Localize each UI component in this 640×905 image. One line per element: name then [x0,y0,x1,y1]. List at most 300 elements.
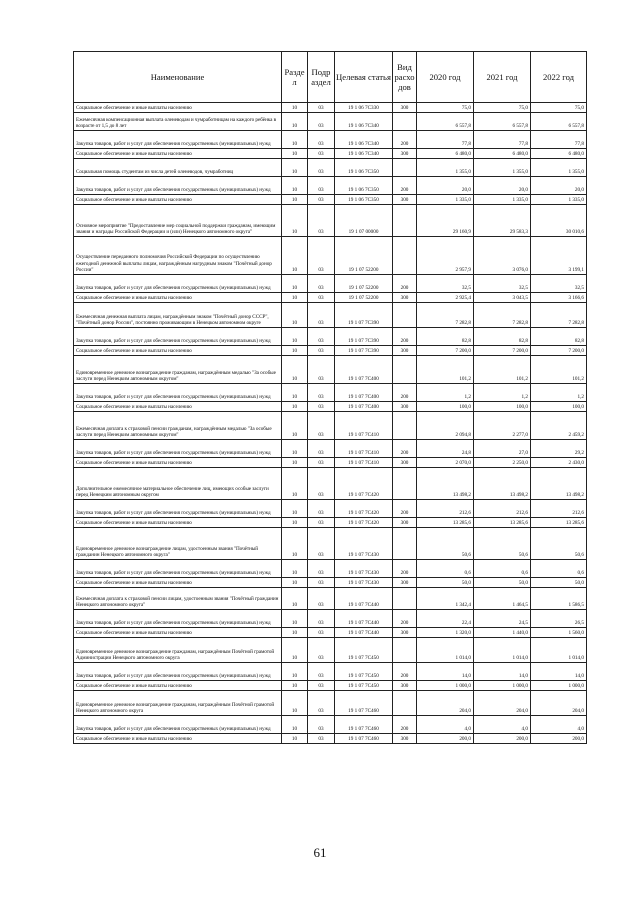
cell-2021: 82,8 [474,328,531,346]
cell-subsection: 03 [308,149,335,159]
cell-name: Социальное обеспечение и иные выплаты населению [74,734,282,744]
cell-2022: 20,0 [531,177,587,195]
cell-2020: 200,0 [417,734,474,744]
cell-expense-type: 200 [393,663,417,681]
cell-2021: 6 480,0 [474,149,531,159]
cell-section: 10 [282,588,308,610]
cell-name: Социальное обеспечение и иные выплаты населению [74,103,282,113]
cell-subsection: 03 [308,588,335,610]
cell-target: 19 1 07 7С390 [335,346,393,356]
cell-subsection: 03 [308,691,335,716]
cell-name: Социальное обеспечение и иные выплаты населению [74,458,282,468]
table-body [74,103,587,744]
cell-target: 19 1 06 7С340 [335,113,393,131]
cell-2022: 100,0 [531,402,587,412]
cell-target: 19 1 07 7С460 [335,691,393,716]
cell-target: 19 1 06 7С330 [335,103,393,113]
table-row [74,458,587,468]
cell-subsection: 03 [308,113,335,131]
cell-2020: 13 498,2 [417,468,474,500]
cell-target: 19 1 07 7С400 [335,402,393,412]
cell-expense-type: 300 [393,195,417,205]
cell-section: 10 [282,177,308,195]
cell-section: 10 [282,402,308,412]
cell-subsection: 03 [308,412,335,440]
cell-2020: 101,2 [417,356,474,384]
cell-2020: 6 557,8 [417,113,474,131]
cell-expense-type [393,638,417,663]
cell-2021: 13 498,2 [474,468,531,500]
cell-target: 19 1 07 7С440 [335,628,393,638]
cell-subsection: 03 [308,303,335,328]
cell-2021: 7 282,8 [474,303,531,328]
cell-target: 19 1 07 7С400 [335,356,393,384]
table-row [74,205,587,237]
cell-expense-type: 300 [393,402,417,412]
cell-expense-type: 200 [393,716,417,734]
cell-expense-type: 300 [393,293,417,303]
table-row [74,149,587,159]
cell-subsection: 03 [308,663,335,681]
cell-expense-type: 200 [393,560,417,578]
cell-name: Закупка товаров, работ и услуг для обеспечения государственных (муниципальных) нужд [74,560,282,578]
cell-2022: 1 586,5 [531,588,587,610]
cell-2022: 4,0 [531,716,587,734]
table-row [74,440,587,458]
cell-2020: 1 000,0 [417,681,474,691]
cell-2022: 6 480,0 [531,149,587,159]
cell-2022: 50,0 [531,578,587,588]
cell-target: 19 1 07 7С440 [335,610,393,628]
header-2020: 2020 год [417,52,474,103]
cell-expense-type [393,303,417,328]
cell-name: Социальное обеспечение и иные выплаты населению [74,518,282,528]
cell-section: 10 [282,412,308,440]
cell-2021: 29 583,3 [474,205,531,237]
cell-name: Ежемесячная денежная выплата лицам, награждённым знаком "Почётный донор СССР", "Почётный донор России", постоянно проживающим в Ненецком автономном округе [74,303,282,328]
cell-target: 19 1 07 7С420 [335,518,393,528]
table-row [74,293,587,303]
cell-2021: 32,5 [474,275,531,293]
header-target: Целевая статья [335,52,393,103]
cell-expense-type: 300 [393,578,417,588]
cell-2020: 7 200,0 [417,346,474,356]
cell-2020: 1,2 [417,384,474,402]
cell-2020: 2 925,4 [417,293,474,303]
cell-target: 19 1 07 52200 [335,275,393,293]
cell-subsection: 03 [308,468,335,500]
cell-2022: 3 199,1 [531,237,587,275]
table-row [74,610,587,628]
cell-2020: 77,8 [417,131,474,149]
table-row [74,177,587,195]
cell-2021: 1 000,0 [474,681,531,691]
cell-2021: 24,5 [474,610,531,628]
cell-target: 19 1 07 52200 [335,293,393,303]
table-row [74,691,587,716]
table-row [74,103,587,113]
cell-target: 19 1 06 7С350 [335,177,393,195]
cell-2020: 13 285,6 [417,518,474,528]
cell-section: 10 [282,691,308,716]
cell-2021: 1 355,0 [474,159,531,177]
cell-2022: 204,0 [531,691,587,716]
cell-subsection: 03 [308,328,335,346]
cell-2021: 50,0 [474,578,531,588]
header-2022: 2022 год [531,52,587,103]
cell-expense-type: 200 [393,131,417,149]
cell-section: 10 [282,237,308,275]
cell-2022: 0,6 [531,560,587,578]
cell-subsection: 03 [308,346,335,356]
cell-target: 19 1 06 7С340 [335,149,393,159]
cell-subsection: 03 [308,402,335,412]
cell-section: 10 [282,528,308,560]
cell-target: 19 1 07 7С390 [335,303,393,328]
cell-subsection: 03 [308,716,335,734]
cell-2022: 29,2 [531,440,587,458]
cell-subsection: 03 [308,159,335,177]
cell-2020: 1 355,0 [417,159,474,177]
cell-subsection: 03 [308,734,335,744]
cell-target: 19 1 07 7С420 [335,500,393,518]
cell-2020: 2 094,8 [417,412,474,440]
cell-expense-type: 200 [393,610,417,628]
cell-2020: 50,0 [417,578,474,588]
cell-section: 10 [282,458,308,468]
cell-target: 19 1 07 7С450 [335,663,393,681]
cell-name: Закупка товаров, работ и услуг для обеспечения государственных (муниципальных) нужд [74,440,282,458]
cell-name: Закупка товаров, работ и услуг для обеспечения государственных (муниципальных) нужд [74,500,282,518]
cell-2020: 1 342,4 [417,588,474,610]
cell-2021: 6 557,8 [474,113,531,131]
cell-2020: 22,4 [417,610,474,628]
cell-expense-type: 300 [393,149,417,159]
cell-2022: 13 498,2 [531,468,587,500]
table-row [74,303,587,328]
cell-2020: 20,0 [417,177,474,195]
table-row [74,528,587,560]
table-row [74,518,587,528]
table-row [74,328,587,346]
cell-subsection: 03 [308,195,335,205]
cell-2020: 29 160,9 [417,205,474,237]
table-row [74,412,587,440]
cell-subsection: 03 [308,103,335,113]
table-row [74,628,587,638]
cell-2022: 13 285,6 [531,518,587,528]
header-expense-type: Вид расхо дов [393,52,417,103]
cell-2020: 4,0 [417,716,474,734]
table-row [74,113,587,131]
cell-subsection: 03 [308,638,335,663]
cell-2022: 82,8 [531,328,587,346]
cell-2022: 7 200,0 [531,346,587,356]
table-row [74,716,587,734]
cell-section: 10 [282,103,308,113]
cell-2021: 200,0 [474,734,531,744]
cell-2020: 24,8 [417,440,474,458]
cell-2020: 2 070,0 [417,458,474,468]
cell-2022: 7 282,8 [531,303,587,328]
cell-2022: 2 459,2 [531,412,587,440]
cell-name: Социальное обеспечение и иные выплаты населению [74,149,282,159]
cell-2021: 2 277,0 [474,412,531,440]
cell-section: 10 [282,195,308,205]
cell-name: Социальное обеспечение и иные выплаты населению [74,346,282,356]
cell-target: 19 1 07 7С420 [335,468,393,500]
table-row [74,663,587,681]
cell-2021: 4,0 [474,716,531,734]
cell-name: Закупка товаров, работ и услуг для обеспечения государственных (муниципальных) нужд [74,716,282,734]
cell-name: Единовременное денежное вознаграждение гражданам, награждённым Почётной грамотой Администрации Ненецкого автономного округа [74,638,282,663]
cell-name: Социальное обеспечение и иные выплаты населению [74,628,282,638]
cell-section: 10 [282,149,308,159]
header-section: Разде л [282,52,308,103]
cell-name: Социальное обеспечение и иные выплаты населению [74,402,282,412]
header-2021: 2021 год [474,52,531,103]
cell-2020: 100,0 [417,402,474,412]
cell-subsection: 03 [308,293,335,303]
cell-target: 19 1 07 7С440 [335,588,393,610]
cell-expense-type [393,113,417,131]
cell-2021: 3 076,0 [474,237,531,275]
cell-2021: 1 014,0 [474,638,531,663]
table-row [74,237,587,275]
cell-2021: 27,0 [474,440,531,458]
cell-expense-type [393,528,417,560]
cell-name: Ежемесячная компенсационная выплата оленеводам и чумработницам на каждого ребёнка в возрасте от 1,5 до 8 лет [74,113,282,131]
cell-2022: 75,0 [531,103,587,113]
cell-target: 19 1 07 7С450 [335,638,393,663]
cell-2021: 77,8 [474,131,531,149]
cell-name: Осуществление переданного полномочия Российской Федерации по осуществлению ежегодной денежной выплаты лицам, награждённым нагрудным знаком "Почётный донор России" [74,237,282,275]
cell-section: 10 [282,716,308,734]
cell-target: 19 1 07 7С460 [335,734,393,744]
cell-2020: 2 957,9 [417,237,474,275]
cell-name: Единовременное денежное вознаграждение гражданам, награждённым медалью "За особые заслуги перед Ненецким автономным округом" [74,356,282,384]
cell-2021: 0,6 [474,560,531,578]
cell-section: 10 [282,113,308,131]
cell-name: Социальное обеспечение и иные выплаты населению [74,195,282,205]
cell-section: 10 [282,681,308,691]
cell-2022: 1,2 [531,384,587,402]
header-subsection: Подр аздел [308,52,335,103]
cell-2020: 1 014,0 [417,638,474,663]
cell-name: Социальное обеспечение и иные выплаты населению [74,578,282,588]
cell-target: 19 1 07 7С450 [335,681,393,691]
cell-expense-type [393,237,417,275]
cell-2022: 14,0 [531,663,587,681]
table-row [74,402,587,412]
cell-section: 10 [282,356,308,384]
cell-target: 19 1 07 52200 [335,237,393,275]
cell-2021: 14,0 [474,663,531,681]
cell-name: Закупка товаров, работ и услуг для обеспечения государственных (муниципальных) нужд [74,177,282,195]
cell-name: Закупка товаров, работ и услуг для обеспечения государственных (муниципальных) нужд [74,610,282,628]
table-row [74,159,587,177]
cell-2020: 7 282,8 [417,303,474,328]
cell-2021: 1 464,5 [474,588,531,610]
cell-2021: 13 285,6 [474,518,531,528]
cell-section: 10 [282,131,308,149]
cell-2021: 50,6 [474,528,531,560]
cell-expense-type [393,356,417,384]
cell-2022: 32,5 [531,275,587,293]
cell-name: Ежемесячная доплата к страховой пенсии гражданам, награждённым медалью "За особые заслуги перед Ненецким автономным округом" [74,412,282,440]
cell-target: 19 1 06 7С350 [335,195,393,205]
table-row [74,560,587,578]
cell-2021: 1,2 [474,384,531,402]
cell-section: 10 [282,500,308,518]
cell-2021: 2 250,0 [474,458,531,468]
cell-name: Закупка товаров, работ и услуг для обеспечения государственных (муниципальных) нужд [74,663,282,681]
cell-name: Закупка товаров, работ и услуг для обеспечения государственных (муниципальных) нужд [74,131,282,149]
cell-subsection: 03 [308,610,335,628]
cell-expense-type: 200 [393,275,417,293]
cell-section: 10 [282,384,308,402]
cell-subsection: 03 [308,356,335,384]
table-row [74,356,587,384]
cell-2022: 6 557,8 [531,113,587,131]
cell-expense-type: 200 [393,384,417,402]
cell-2021: 7 200,0 [474,346,531,356]
cell-subsection: 03 [308,681,335,691]
table-row [74,734,587,744]
cell-section: 10 [282,440,308,458]
cell-2021: 75,0 [474,103,531,113]
cell-section: 10 [282,663,308,681]
cell-subsection: 03 [308,237,335,275]
cell-expense-type: 300 [393,458,417,468]
cell-expense-type: 300 [393,628,417,638]
cell-expense-type: 300 [393,518,417,528]
cell-target: 19 1 07 7С390 [335,328,393,346]
cell-2022: 30 010,6 [531,205,587,237]
cell-section: 10 [282,328,308,346]
cell-expense-type: 200 [393,440,417,458]
cell-2021: 1 335,0 [474,195,531,205]
cell-2022: 2 430,0 [531,458,587,468]
cell-2022: 200,0 [531,734,587,744]
cell-expense-type: 300 [393,681,417,691]
cell-expense-type: 300 [393,103,417,113]
cell-section: 10 [282,159,308,177]
cell-subsection: 03 [308,518,335,528]
cell-2020: 204,0 [417,691,474,716]
cell-expense-type: 200 [393,500,417,518]
cell-2020: 212,6 [417,500,474,518]
page-number: 61 [313,845,327,860]
cell-2020: 32,5 [417,275,474,293]
cell-target: 19 1 07 00000 [335,205,393,237]
cell-section: 10 [282,468,308,500]
cell-subsection: 03 [308,458,335,468]
cell-2022: 1 000,0 [531,681,587,691]
cell-2021: 3 043,5 [474,293,531,303]
cell-name: Закупка товаров, работ и услуг для обеспечения государственных (муниципальных) нужд [74,275,282,293]
table-row [74,346,587,356]
cell-2022: 50,6 [531,528,587,560]
cell-2022: 3 166,6 [531,293,587,303]
cell-name: Единовременное денежное вознаграждение гражданам, награждённым Почётной грамотой Ненецкого автономного округа [74,691,282,716]
cell-2022: 1 335,0 [531,195,587,205]
table-row [74,275,587,293]
cell-subsection: 03 [308,528,335,560]
cell-2020: 82,8 [417,328,474,346]
cell-subsection: 03 [308,131,335,149]
cell-2020: 75,0 [417,103,474,113]
table-row [74,500,587,518]
table-row [74,195,587,205]
cell-target: 19 1 07 7С430 [335,560,393,578]
cell-expense-type: 300 [393,346,417,356]
table-row [74,384,587,402]
cell-2020: 0,6 [417,560,474,578]
cell-2020: 14,0 [417,663,474,681]
cell-target: 19 1 06 7С340 [335,131,393,149]
cell-section: 10 [282,518,308,528]
cell-2020: 1 335,0 [417,195,474,205]
cell-expense-type [393,468,417,500]
table-header-row [74,52,587,103]
cell-target: 19 1 07 7С460 [335,716,393,734]
cell-name: Социальная помощь студентам из числа детей оленеводов, чумработниц [74,159,282,177]
cell-target: 19 1 06 7С350 [335,159,393,177]
cell-subsection: 03 [308,384,335,402]
cell-subsection: 03 [308,440,335,458]
table-row [74,681,587,691]
cell-expense-type: 200 [393,328,417,346]
cell-expense-type [393,588,417,610]
cell-expense-type [393,691,417,716]
cell-2021: 101,2 [474,356,531,384]
cell-2020: 6 480,0 [417,149,474,159]
cell-target: 19 1 07 7С410 [335,412,393,440]
cell-section: 10 [282,275,308,293]
cell-name: Единовременное денежное вознаграждение лицам, удостоенным звания "Почётный гражданин Ненецкого автономного округа" [74,528,282,560]
cell-2021: 1 440,0 [474,628,531,638]
header-name: Наименование [74,52,282,103]
table-row [74,131,587,149]
cell-section: 10 [282,205,308,237]
cell-2022: 101,2 [531,356,587,384]
cell-2020: 50,6 [417,528,474,560]
cell-section: 10 [282,293,308,303]
cell-2022: 1 014,0 [531,638,587,663]
cell-subsection: 03 [308,628,335,638]
cell-section: 10 [282,346,308,356]
cell-name: Закупка товаров, работ и услуг для обеспечения государственных (муниципальных) нужд [74,328,282,346]
cell-subsection: 03 [308,205,335,237]
cell-expense-type [393,205,417,237]
cell-subsection: 03 [308,560,335,578]
cell-subsection: 03 [308,500,335,518]
cell-target: 19 1 07 7С430 [335,578,393,588]
cell-expense-type [393,412,417,440]
table-row [74,638,587,663]
cell-section: 10 [282,610,308,628]
cell-section: 10 [282,578,308,588]
cell-2022: 1 560,0 [531,628,587,638]
cell-2021: 100,0 [474,402,531,412]
table-row [74,578,587,588]
cell-name: Закупка товаров, работ и услуг для обеспечения государственных (муниципальных) нужд [74,384,282,402]
cell-expense-type [393,159,417,177]
cell-2021: 204,0 [474,691,531,716]
cell-2022: 212,6 [531,500,587,518]
cell-name: Дополнительное ежемесячное материальное обеспечение лиц, имеющих особые заслуги перед Ненецким автономным округом [74,468,282,500]
